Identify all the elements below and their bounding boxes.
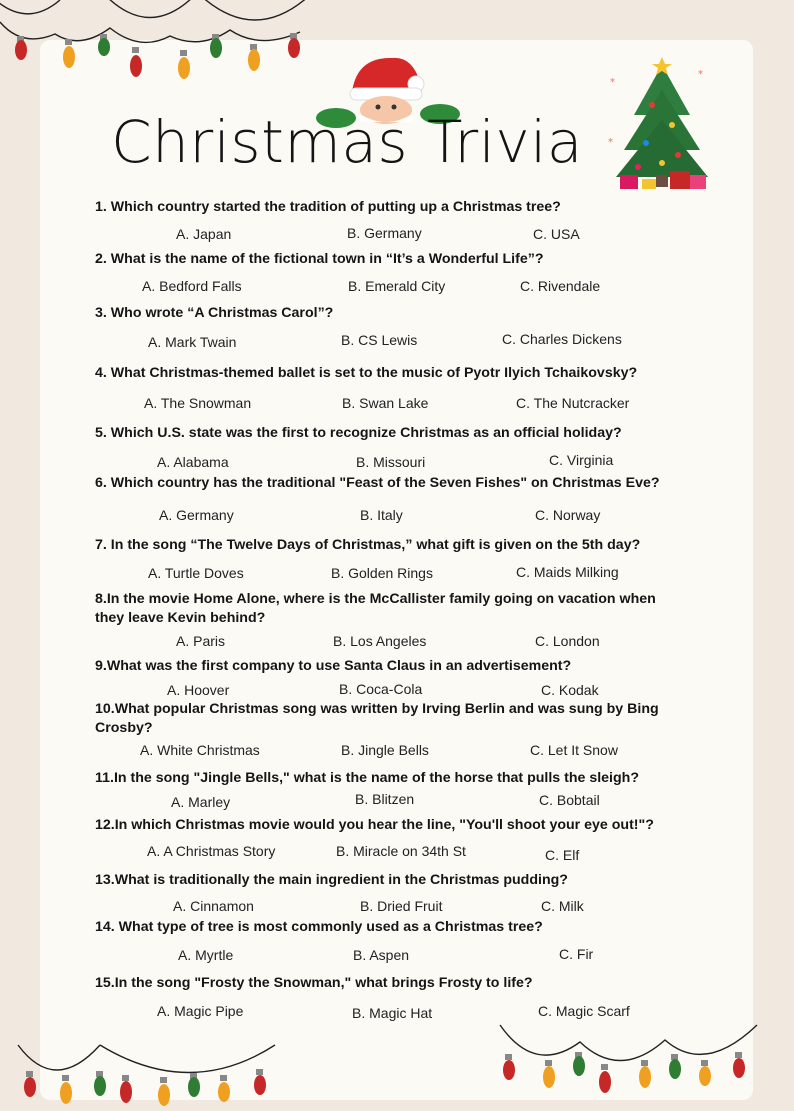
question-8: 8.In the movie Home Alone, where is the McCallister family going on vacation when they leave Kevin behind? [95,591,656,626]
question-4: 4. What Christmas-themed ballet is set to the music of Pyotr Ilyich Tchaikovsky? [95,365,638,381]
q2-option-a: A. Bedford Falls [142,278,242,294]
q13-option-b: B. Dried Fruit [360,898,443,914]
question-9: 9.What was the first company to use Santa Claus in an advertisement? [95,658,572,674]
question-1: 1. Which country started the tradition of putting up a Christmas tree? [95,199,561,215]
q8-option-c: C. London [535,633,600,649]
q14-option-b: B. Aspen [353,947,410,963]
svg-text:*: * [608,137,613,148]
question-2: 2. What is the name of the fictional town in “It’s a Wonderful Life”? [95,251,544,267]
q6-option-c: C. Norway [535,507,601,523]
string-lights-top-left-icon [0,0,320,85]
q11-option-c: C. Bobtail [539,792,600,808]
q11-option-b: B. Blitzen [355,791,415,807]
q11-option-a: A. Marley [171,794,231,810]
q4-option-b: B. Swan Lake [342,395,429,411]
string-lights-bottom-right-icon [495,1020,765,1105]
q3-option-b: B. CS Lewis [341,332,418,348]
q15-option-b: B. Magic Hat [352,1005,433,1021]
q5-option-b: B. Missouri [356,454,426,470]
question-7: 7. In the song “The Twelve Days of Christmas,” what gift is given on the 5th day? [95,537,641,553]
q7-option-c: C. Maids Milking [516,564,619,580]
q1-option-a: A. Japan [176,226,232,242]
q2-option-c: C. Rivendale [520,278,601,294]
q6-option-a: A. Germany [159,507,234,523]
q5-option-a: A. Alabama [157,454,229,470]
q14-option-c: C. Fir [559,946,594,962]
q3-option-c: C. Charles Dickens [502,331,622,347]
q13-option-c: C. Milk [541,898,584,914]
q1-option-b: B. Germany [347,225,422,241]
q7-option-b: B. Golden Rings [331,565,433,581]
q3-option-a: A. Mark Twain [148,334,237,350]
page-title: Christmas Trivia [111,108,583,176]
q15-option-c: C. Magic Scarf [538,1003,630,1019]
q7-option-a: A. Turtle Doves [148,565,244,581]
q4-option-a: A. The Snowman [144,395,252,411]
q5-option-c: C. Virginia [549,452,614,468]
q12-option-b: B. Miracle on 34th St [336,843,466,859]
string-lights-bottom-left-icon [10,1035,290,1111]
question-15: 15.In the song "Frosty the Snowman," what brings Frosty to life? [95,975,533,991]
question-14: 14. What type of tree is most commonly used as a Christmas tree? [95,919,543,935]
q13-option-a: A. Cinnamon [173,898,254,914]
question-3: 3. Who wrote “A Christmas Carol”? [95,305,334,321]
q2-option-b: B. Emerald City [348,278,446,294]
q12-option-a: A. A Christmas Story [147,843,276,859]
svg-text:*: * [698,69,703,80]
q14-option-a: A. Myrtle [178,947,234,963]
q4-option-c: C. The Nutcracker [516,395,630,411]
question-12: 12.In which Christmas movie would you hear the line, "You'll shoot your eye out!"? [95,817,654,833]
q15-option-a: A. Magic Pipe [157,1003,244,1019]
question-11: 11.In the song "Jingle Bells," what is the name of the horse that pulls the sleigh? [95,770,640,786]
q9-option-c: C. Kodak [541,682,599,698]
q10-option-c: C. Let It Snow [530,742,618,758]
question-10: 10.What popular Christmas song was written by Irving Berlin and was sung by Bing Crosby? [95,701,659,736]
q10-option-a: A. White Christmas [140,742,260,758]
q10-option-b: B. Jingle Bells [341,742,429,758]
q6-option-b: B. Italy [360,507,403,523]
q1-option-c: C. USA [533,226,580,242]
question-5: 5. Which U.S. state was the first to recognize Christmas as an official holiday? [95,425,622,441]
svg-text:*: * [610,77,615,88]
q12-option-c: C. Elf [545,847,580,863]
q9-option-a: A. Hoover [167,682,230,698]
question-13: 13.What is traditionally the main ingredient in the Christmas pudding? [95,872,568,888]
question-6: 6. Which country has the traditional "Feast of the Seven Fishes" on Christmas Eve? [95,475,660,491]
q8-option-a: A. Paris [176,633,226,649]
q9-option-b: B. Coca-Cola [339,681,423,697]
q8-option-b: B. Los Angeles [333,633,427,649]
